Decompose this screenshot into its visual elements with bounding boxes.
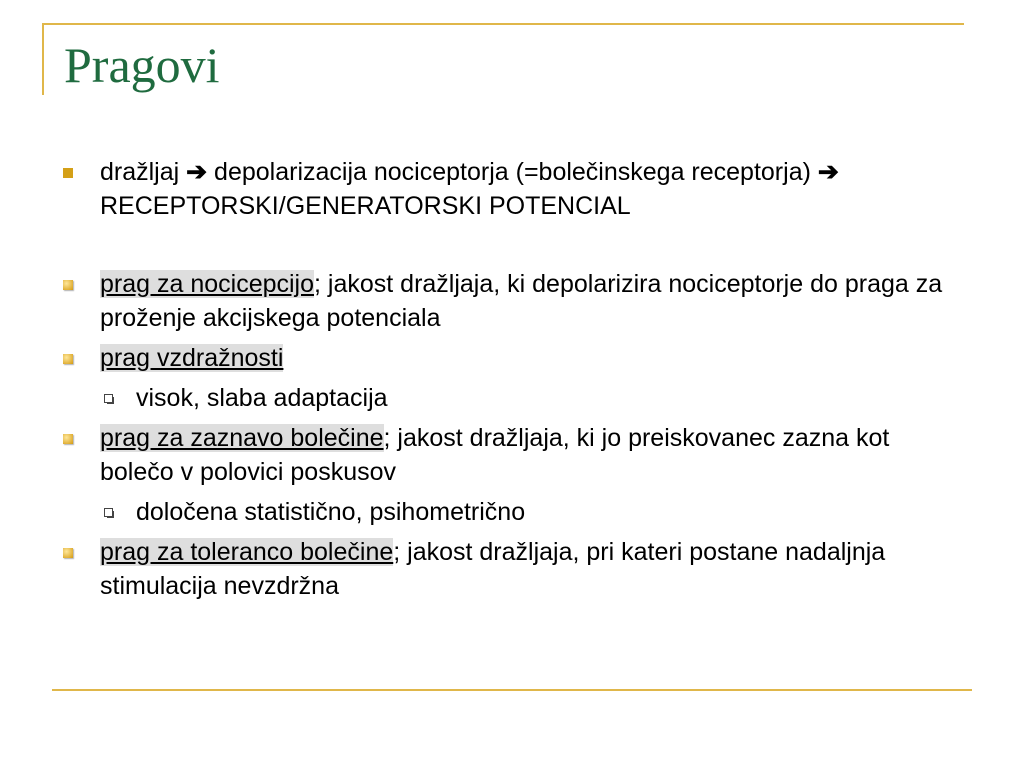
frame-bottom-line <box>52 689 972 691</box>
slide-title: Pragovi <box>64 37 220 93</box>
term-link-pain-detection[interactable]: prag za zaznavo bolečine <box>100 424 384 452</box>
item-text-1c: RECEPTORSKI/GENERATORSKI POTENCIAL <box>100 192 631 220</box>
slide-content <box>62 155 962 603</box>
frame-top-line <box>42 23 964 25</box>
square-bullet-icon <box>63 548 73 558</box>
term-link-pain-tolerance[interactable]: prag za toleranco bolečine <box>100 538 394 566</box>
bullet-item-nociception-threshold <box>62 267 962 335</box>
bullet-item-pain-detection-threshold <box>62 421 962 489</box>
bullet-item-pain-tolerance-threshold <box>62 535 962 603</box>
square-bullet-icon <box>63 434 73 444</box>
item-text-4: ; jakost dražljaja, ki jo preiskovanec zazna kot bolečo v polovici poskusov <box>100 424 890 486</box>
frame-left-line <box>42 23 44 95</box>
right-arrow-icon: ➔ <box>817 158 839 186</box>
term-link-nociception[interactable]: prag za nocicepcijo <box>100 270 315 298</box>
item-text-2: ; jakost dražljaja, ki depolarizira nociceptorje do praga za proženje akcijskega potenciala <box>100 270 943 332</box>
hollow-square-bullet-icon <box>104 394 113 403</box>
bullet-item-stimulus <box>62 155 962 223</box>
sub-item-pain-detection <box>62 495 962 529</box>
sub-item-text: določena statistično, psihometrično <box>136 498 526 526</box>
sub-item-text: visok, slaba adaptacija <box>136 384 388 412</box>
item-text-1b: depolarizacija nociceptorja (=bolečinskega receptorja) <box>207 158 818 186</box>
term-link-excitability[interactable]: prag vzdražnosti <box>100 344 284 372</box>
hollow-square-bullet-icon <box>104 508 113 517</box>
square-bullet-icon <box>63 354 73 364</box>
item-text-1a: dražljaj <box>100 158 187 186</box>
item-text-5: ; jakost dražljaja, pri kateri postane nadaljnja stimulacija nevzdržna <box>100 538 886 600</box>
square-bullet-icon <box>63 168 73 178</box>
sub-item-excitability <box>62 381 962 415</box>
bullet-item-excitability-threshold <box>62 341 962 375</box>
right-arrow-icon: ➔ <box>186 158 208 186</box>
square-bullet-icon <box>63 280 73 290</box>
